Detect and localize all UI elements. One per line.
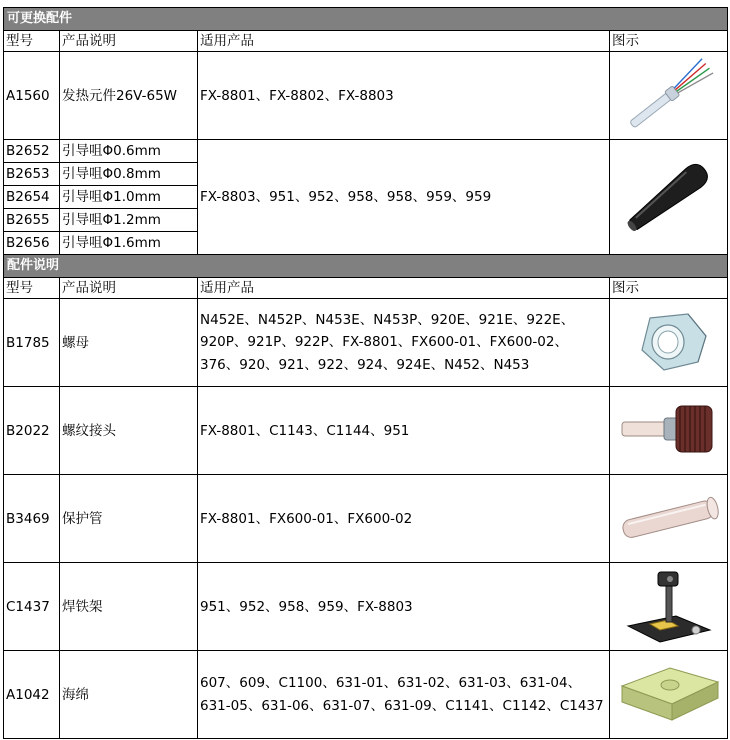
table-row [4, 475, 728, 563]
desc-cell: 引导咀Φ1.0mm [60, 186, 198, 209]
model-cell: A1560 [4, 52, 60, 140]
desc-cell: 海绵 [60, 651, 198, 739]
desc-cell: 引导咀Φ0.8mm [60, 163, 198, 186]
model-cell: C1437 [4, 563, 60, 651]
model-cell: B3469 [4, 475, 60, 563]
desc-cell: 螺母 [60, 299, 198, 387]
desc-cell: 焊铁架 [60, 563, 198, 651]
model-cell: B2652 [4, 140, 60, 163]
picture-cell [610, 563, 728, 651]
threaded-connector-icon [614, 388, 724, 474]
guide-nozzle-icon [614, 145, 724, 249]
header-picture: 图示 [610, 31, 728, 52]
protective-tube-icon [614, 476, 724, 562]
nut-icon [614, 300, 724, 386]
table-header-row [4, 278, 728, 299]
table-row [4, 651, 728, 739]
desc-cell: 引导咀Φ1.6mm [60, 232, 198, 255]
desc-cell: 引导咀Φ1.2mm [60, 209, 198, 232]
applies-cell: FX-8803、951、952、958、958、959、959 [198, 140, 610, 255]
applies-cell: FX-8801、FX600-01、FX600-02 [198, 475, 610, 563]
picture-cell [610, 52, 728, 140]
replaceable-parts-section [3, 7, 727, 739]
desc-cell: 保护管 [60, 475, 198, 563]
header-model: 型号 [4, 31, 60, 52]
table-header-row [4, 31, 728, 52]
model-cell: B1785 [4, 299, 60, 387]
section-title: 配件说明 [4, 255, 728, 278]
table-row [4, 299, 728, 387]
table-row [4, 140, 728, 163]
model-cell: A1042 [4, 651, 60, 739]
model-cell: B2655 [4, 209, 60, 232]
applies-cell: 951、952、958、959、FX-8803 [198, 563, 610, 651]
model-cell: B2653 [4, 163, 60, 186]
picture-cell [610, 387, 728, 475]
applies-cell: N452E、N452P、N453E、N453P、920E、921E、922E、920P、921P、922P、FX-8801、FX600-01、FX600-02、376、920、921、922、924、924E、N452、N453 [198, 299, 610, 387]
picture-cell [610, 140, 728, 255]
picture-cell [610, 299, 728, 387]
applies-cell: FX-8801、FX-8802、FX-8803 [198, 52, 610, 140]
header-applies: 适用产品 [198, 278, 610, 299]
replaceable-parts-table [3, 7, 728, 739]
desc-cell: 发热元件26V-65W [60, 52, 198, 140]
model-cell: B2022 [4, 387, 60, 475]
header-desc: 产品说明 [60, 31, 198, 52]
desc-cell: 引导咀Φ0.6mm [60, 140, 198, 163]
desc-cell: 螺纹接头 [60, 387, 198, 475]
picture-cell [610, 651, 728, 739]
model-cell: B2654 [4, 186, 60, 209]
table-row [4, 52, 728, 140]
header-model: 型号 [4, 278, 60, 299]
table-row [4, 387, 728, 475]
heating-element-icon [614, 53, 724, 139]
applies-cell: 607、609、C1100、631-01、631-02、631-03、631-04、631-05、631-06、631-07、631-09、C1141、C1142、C1437 [198, 651, 610, 739]
sponge-icon [614, 652, 724, 738]
picture-cell [610, 475, 728, 563]
header-desc: 产品说明 [60, 278, 198, 299]
section-title: 可更换配件 [4, 8, 728, 31]
model-cell: B2656 [4, 232, 60, 255]
parts-sheet [3, 7, 727, 739]
header-picture: 图示 [610, 278, 728, 299]
table-row [4, 563, 728, 651]
applies-cell: FX-8801、C1143、C1144、951 [198, 387, 610, 475]
iron-stand-icon [614, 564, 724, 650]
header-applies: 适用产品 [198, 31, 610, 52]
